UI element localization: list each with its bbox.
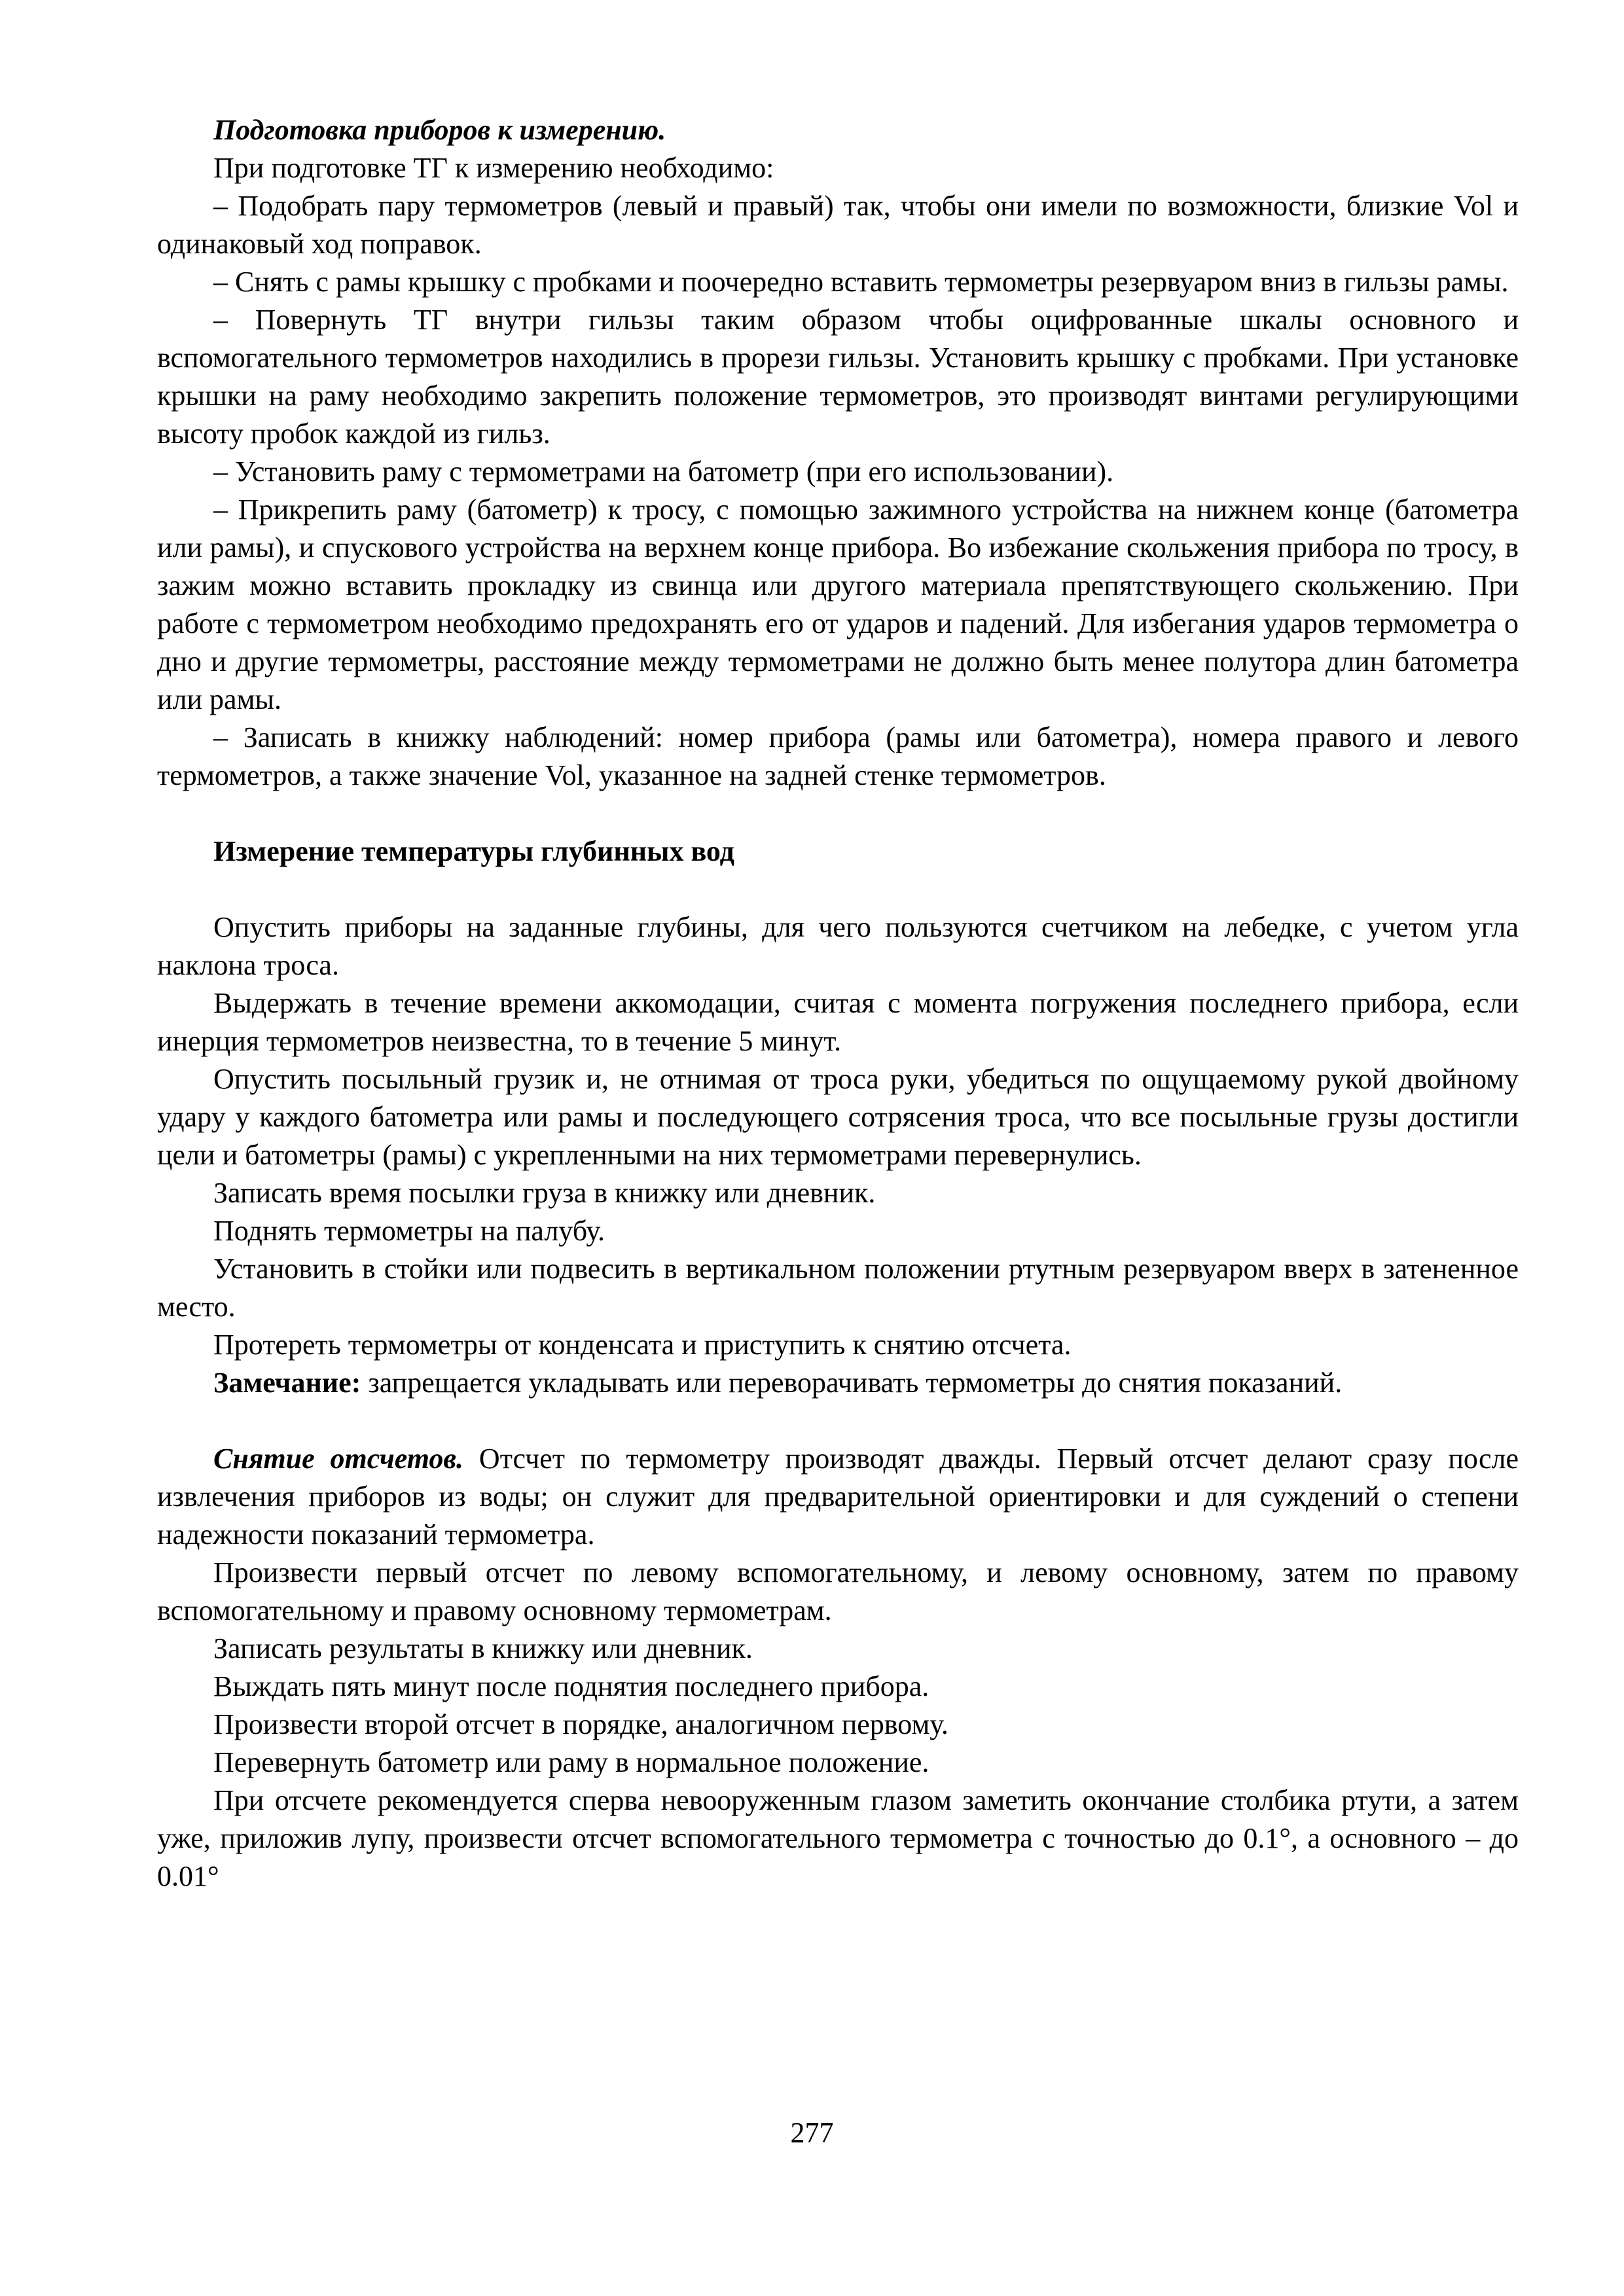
paragraph: Протереть термометры от конденсата и приступить к снятию отсчета. <box>213 1329 1072 1361</box>
page-number: 277 <box>790 2117 834 2149</box>
readings-paragraph <box>157 1440 1519 1554</box>
list-item: – Записать в книжку наблюдений: номер прибора (рамы или батометра), номера правого и левого термометров, а также значение Vol, указанное на задней стенке термометров. <box>157 721 1519 791</box>
paragraph: Выдержать в течение времени аккомодации, считая с момента погружения последнего прибора, если инерция термометров неизвестна, то в течение 5 минут. <box>157 987 1519 1057</box>
list-item: – Установить раму с термометрами на батометр (при его использовании). <box>213 456 1114 488</box>
paragraph: Произвести второй отсчет в порядке, аналогичном первому. <box>213 1708 948 1740</box>
note-text: запрещается укладывать или переворачивать термометры до снятия показаний. <box>361 1367 1343 1399</box>
paragraph: Произвести первый отсчет по левому вспомогательному, и левому основному, затем по правому вспомогательному и правому основному термометрам. <box>157 1556 1519 1626</box>
paragraph: При отсчете рекомендуется сперва невооруженным глазом заметить окончание столбика ртути, а затем уже, приложив лупу, произвести отсчет вспомогательного термометра с точностью до 0.1°, а основного – до 0.01° <box>157 1784 1519 1892</box>
list-item: – Подобрать пару термометров (левый и правый) так, чтобы они имели по возможности, близкие Vol и одинаковый ход поправок. <box>157 190 1519 260</box>
paragraph: Поднять термометры на палубу. <box>213 1215 605 1247</box>
note-label: Замечание: <box>213 1367 361 1399</box>
readings-lead-text: Отсчет по термометру производят дважды. Первый отсчет делают сразу после извлечения приборов из воды; он служит для предварительной ориентировки и для суждений о степени надежности показаний термометра. <box>157 1443 1519 1551</box>
note-paragraph <box>157 1364 1519 1402</box>
list-item: – Повернуть ТГ внутри гильзы таким образом чтобы оцифрованные шкалы основного и вспомогательного термометров находились в прорези гильзы. Установить крышку с пробками. При установке крышки на раму необходимо закрепить положение термометров, это производят винтами регулирующими высоту пробок каждой из гильз. <box>157 304 1519 450</box>
section-intro: При подготовке ТГ к измерению необходимо: <box>213 152 774 184</box>
paragraph: Установить в стойки или подвесить в вертикальном положении ртутным резервуаром вверх в затененное место. <box>157 1253 1519 1323</box>
paragraph: Опустить приборы на заданные глубины, для чего пользуются счетчиком на лебедке, с учетом угла наклона троса. <box>157 911 1519 981</box>
paragraph: Опустить посыльный грузик и, не отнимая от троса руки, убедиться по ощущаемому рукой двойному удару у каждого батометра или рамы и последующего сотрясения троса, что все посыльные грузы достигли цели и батометры (рамы) с укрепленными на них термометрами перевернулись. <box>157 1063 1519 1171</box>
paragraph: Выждать пять минут после поднятия последнего прибора. <box>213 1670 929 1702</box>
page-content <box>157 111 1519 1895</box>
paragraph: Записать результаты в книжку или дневник. <box>213 1632 753 1664</box>
section-heading-deep-water: Измерение температуры глубинных вод <box>213 835 734 867</box>
section-heading-readings: Снятие отсчетов. <box>213 1443 464 1475</box>
list-item: – Снять с рамы крышку с пробками и поочередно вставить термометры резервуаром вниз в гильзы рамы. <box>213 266 1509 298</box>
paragraph: Записать время посылки груза в книжку или дневник. <box>213 1177 876 1209</box>
section-heading-preparation: Подготовка приборов к измерению. <box>213 114 666 146</box>
list-item: – Прикрепить раму (батометр) к тросу, с помощью зажимного устройства на нижнем конце (батометра или рамы), и спускового устройства на верхнем конце прибора. Во избежание скольжения прибора по тросу, в зажим можно вставить прокладку из свинца или другого материала препятствующего скольжению. При работе с термометром необходимо предохранять его от ударов и падений. Для избегания ударов термометра о дно и другие термометры, расстояние между термометрами не должно быть менее полутора длин батометра или рамы. <box>157 493 1519 715</box>
paragraph: Перевернуть батометр или раму в нормальное положение. <box>213 1746 929 1778</box>
